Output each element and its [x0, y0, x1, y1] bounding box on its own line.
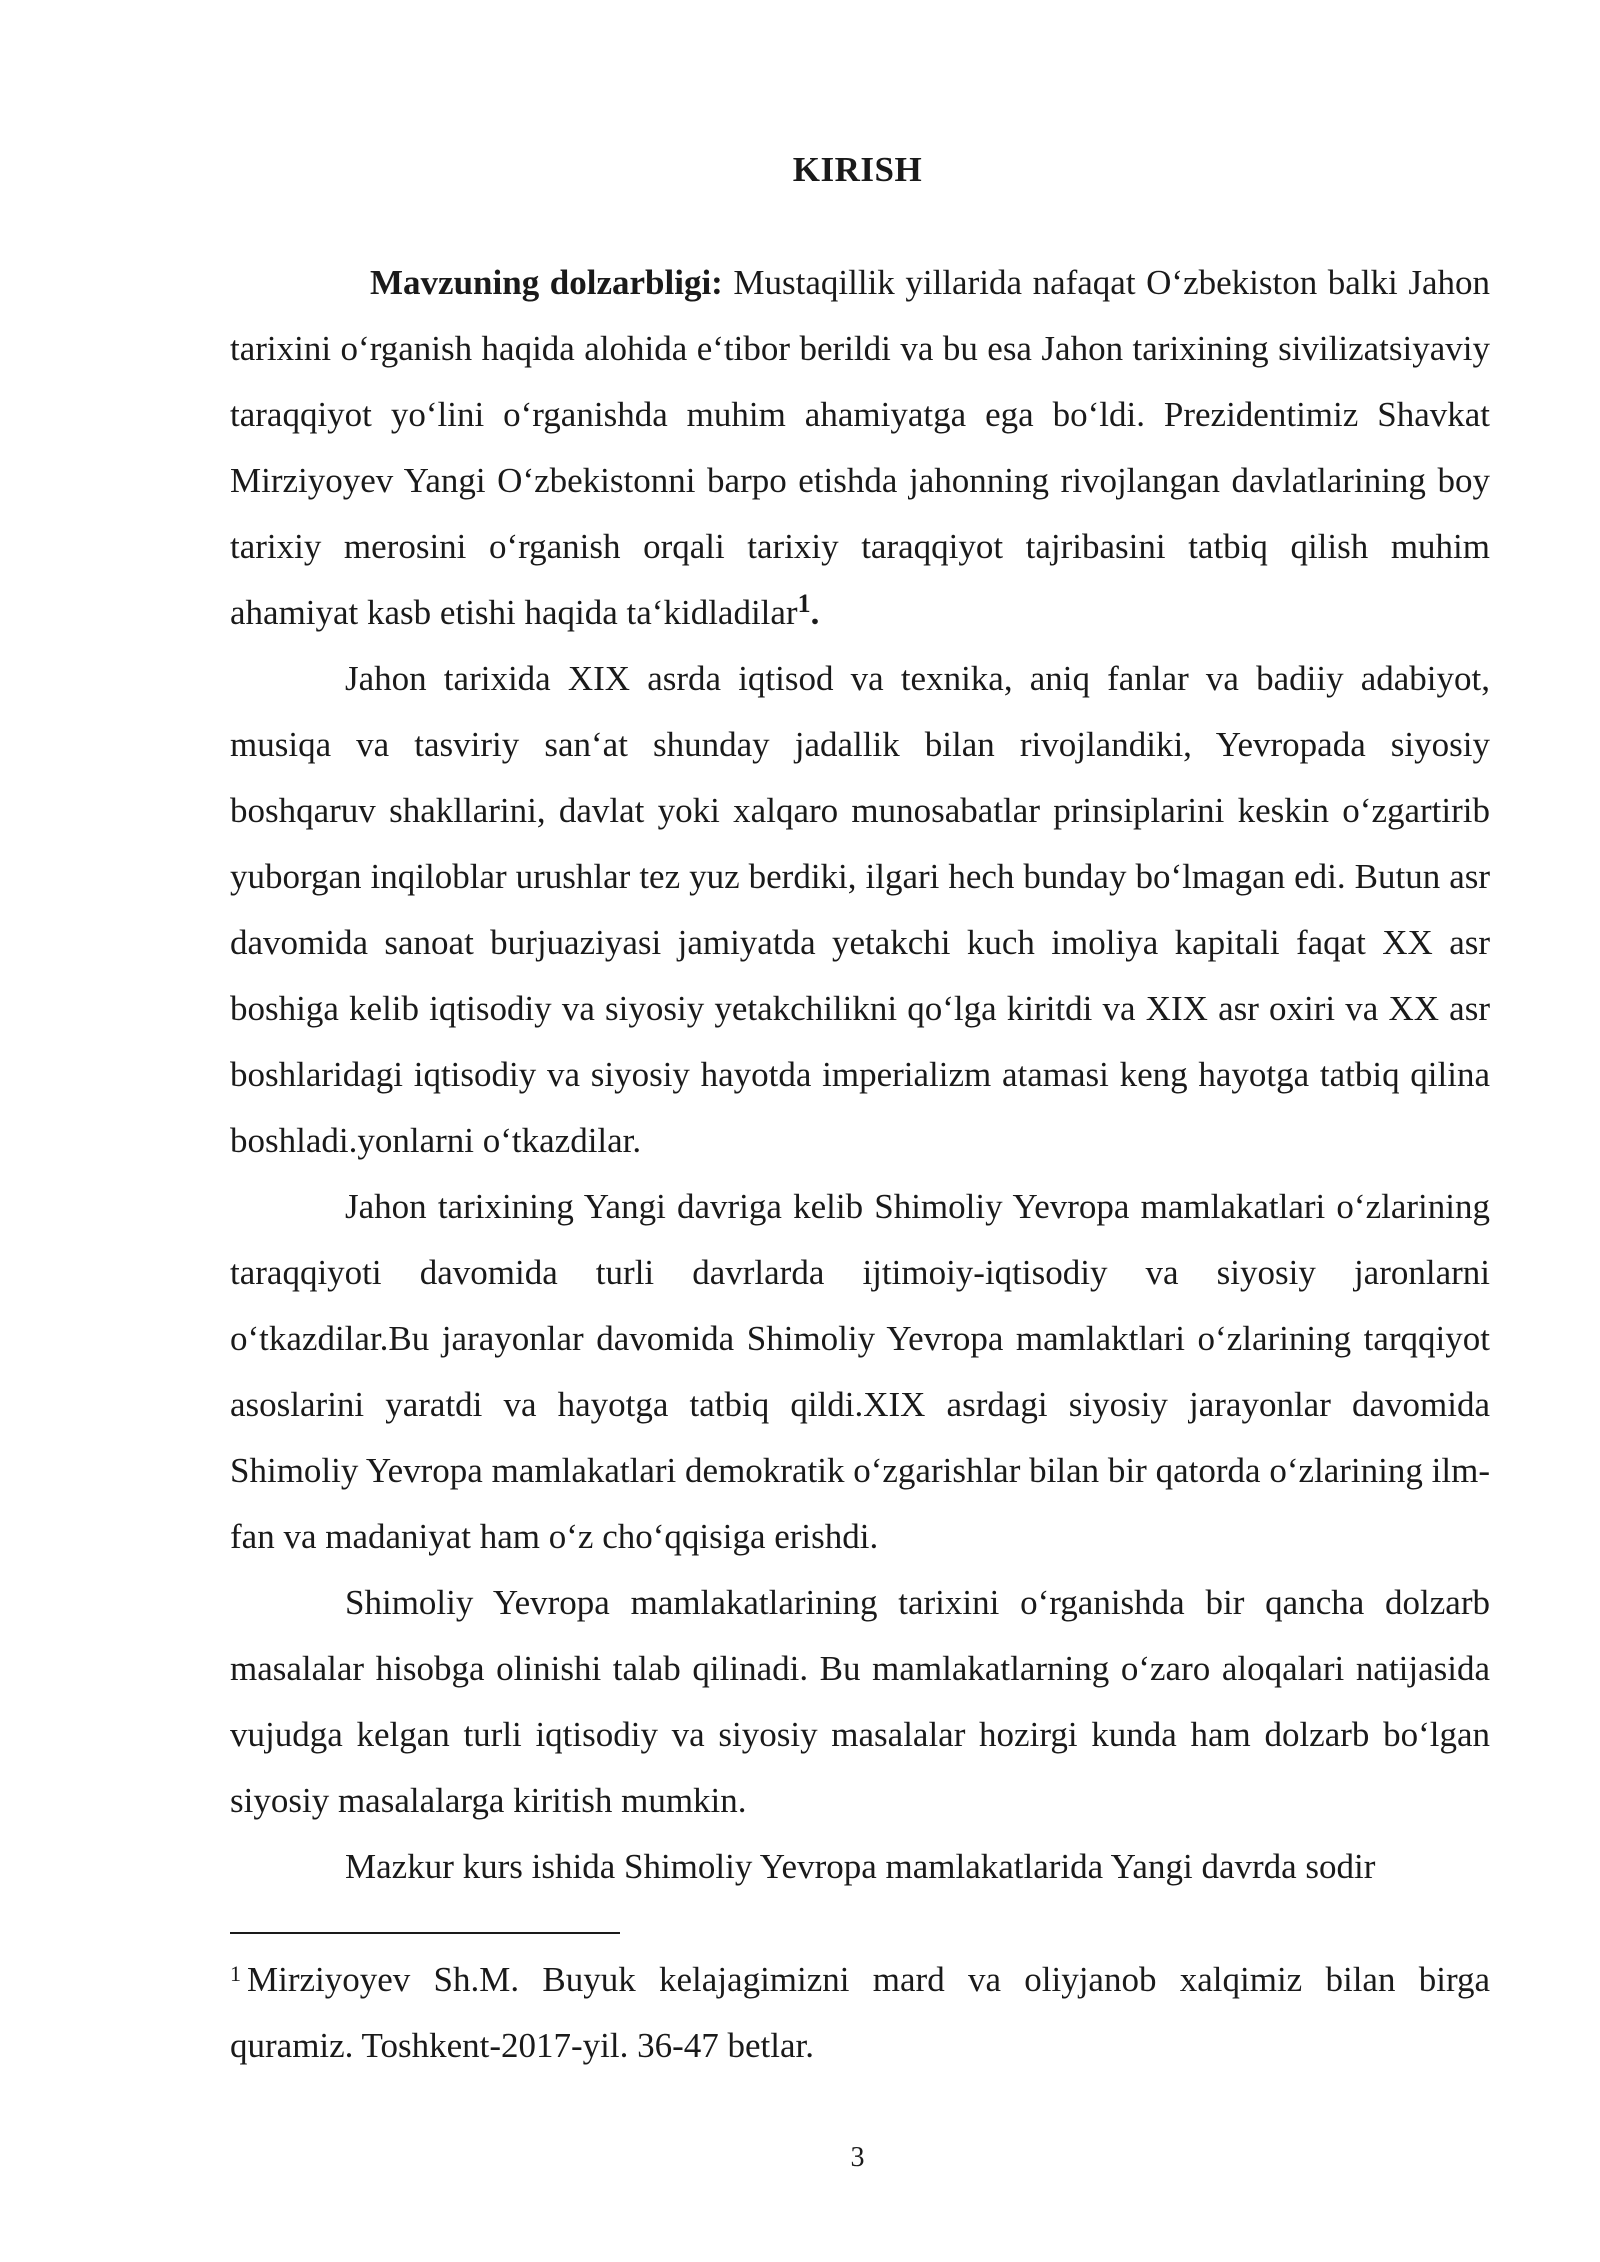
- footnote-divider: [230, 1932, 620, 1934]
- paragraph-relevance: [230, 250, 1490, 646]
- relevance-label: Mavzuning dolzarbligi:: [370, 263, 723, 302]
- footnote-mark: 1: [230, 1961, 241, 1986]
- page-number-text: 3: [850, 2142, 865, 2173]
- footnote-text: Mirziyoyev Sh.M. Buyuk kelajagimizni mard va oliyjanob xalqimiz bilan birga quramiz. Toshkent-2017-yil. 36-47 betlar.: [230, 1960, 1490, 2065]
- paragraph-3: Jahon tarixining Yangi davriga kelib Shimoliy Yevropa mamlakatlari o‘zlarining taraqqiyoti davomida turli davrlarda ijtimoiy-iqtisodiy va siyosiy jaronlarni o‘tkazdilar.Bu jarayonlar davomida Shimoliy Yevropa mamlaktlari o‘zlarining tarqqiyot asoslarini yaratdi va hayotga tatbiq qildi.XIX asrdagi siyosiy jarayonlar davomida Shimoliy Yevropa mamlakatlari demokratik o‘zgarishlar bilan bir qatorda o‘zlarining ilm-fan va madaniyat ham o‘z cho‘qqisiga erishdi.: [230, 1187, 1490, 1556]
- sentence-end: .: [810, 593, 820, 632]
- body-text: [230, 250, 1490, 1900]
- footnote-reference[interactable]: 1: [797, 589, 811, 618]
- paragraph-4: Shimoliy Yevropa mamlakatlarining tarixini o‘rganishda bir qancha dolzarb masalalar hisobga olinishi talab qilinadi. Bu mamlakatlarning o‘zaro aloqalari natijasida vujudga kelgan turli iqtisodiy va siyosiy masalalar hozirgi kunda ham dolzarb bo‘lgan siyosiy masalalarga kiritish mumkin.: [230, 1583, 1490, 1820]
- section-heading: [0, 150, 1600, 190]
- page-number: [0, 2142, 1600, 2174]
- footnote: [230, 1947, 1490, 2079]
- heading-text: KIRISH: [792, 150, 923, 189]
- paragraph-text: Mustaqillik yillarida nafaqat O‘zbekiston balki Jahon tarixini o‘rganish haqida alohida e‘tibor berildi va bu esa Jahon tarixining sivilizatsiyaviy taraqqiyot yo‘lini o‘rganishda muhim ahamiyatga ega bo‘ldi. Prezidentimiz Shavkat Mirziyoyev Yangi O‘zbekistonni barpo etishda jahonning rivojlangan davlatlarining boy tarixiy merosini o‘rganish orqali tarixiy taraqqiyot tajribasini tatbiq qilish muhim ahamiyat kasb etishi haqida ta‘kidladilar: [230, 263, 1490, 632]
- paragraph-5: Mazkur kurs ishida Shimoliy Yevropa mamlakatlarida Yangi davrda sodir: [345, 1847, 1376, 1886]
- paragraph-2: Jahon tarixida XIX asrda iqtisod va texnika, aniq fanlar va badiiy adabiyot, musiqa va tasviriy san‘at shunday jadallik bilan rivojlandiki, Yevropada siyosiy boshqaruv shakllarini, davlat yoki xalqaro munosabatlar prinsiplarini keskin o‘zgartirib yuborgan inqiloblar urushlar tez yuz berdiki, ilgari hech bunday bo‘lmagan edi. Butun asr davomida sanoat burjuaziyasi jamiyatda yetakchi kuch imoliya kapitali faqat XX asr boshiga kelib iqtisodiy va siyosiy yetakchilikni qo‘lga kiritdi va XIX asr oxiri va XX asr boshlaridagi iqtisodiy va siyosiy hayotda imperializm atamasi keng hayotga tatbiq qilina boshladi.yonlarni o‘tkazdilar.: [230, 659, 1490, 1160]
